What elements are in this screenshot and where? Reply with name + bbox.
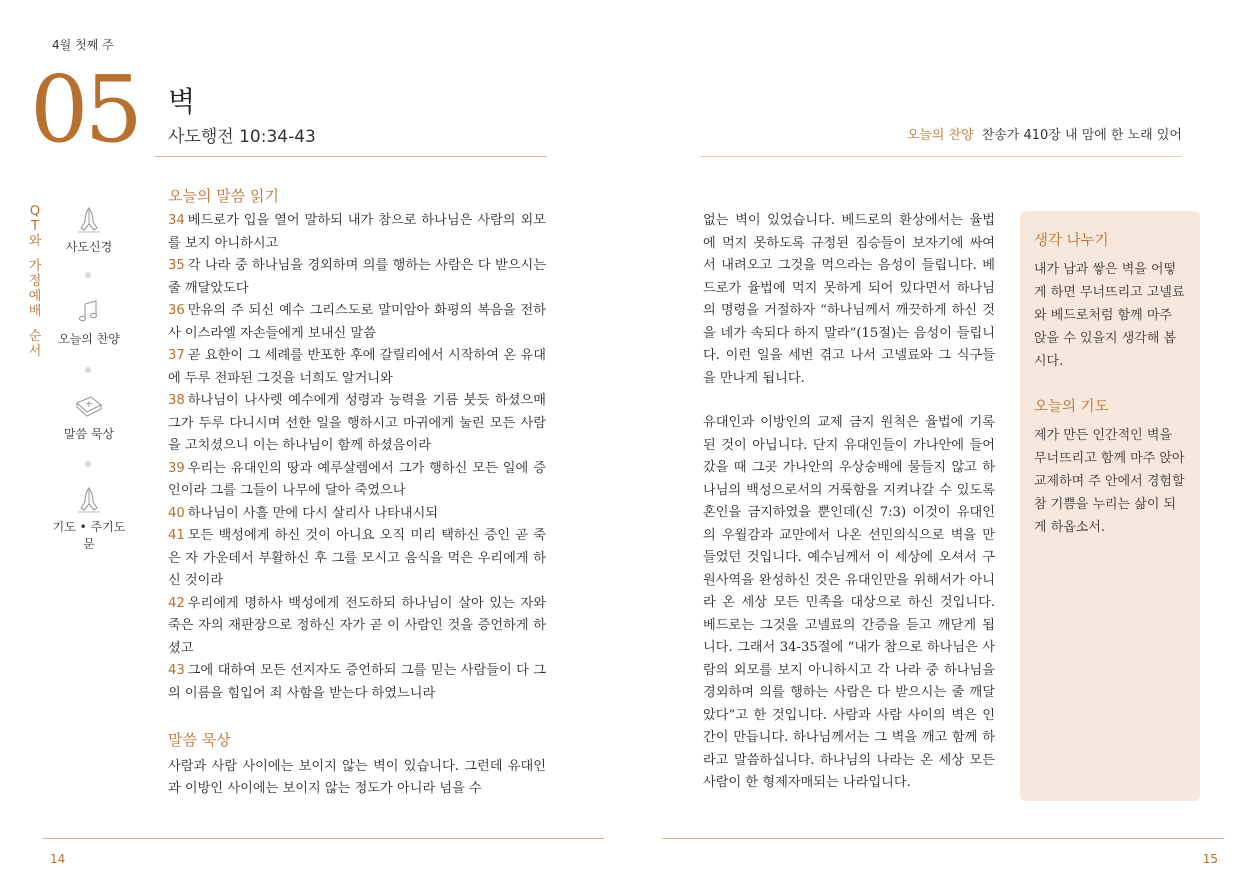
music-note-icon <box>74 298 104 326</box>
hymn-text: 찬송가 410장 내 맘에 한 노래 있어 <box>981 128 1182 143</box>
verse-40: 40 하나님이 사흘 만에 다시 살리사 나타내시되 <box>168 505 439 521</box>
vertical-order-label: Q T 와 가 정 예 배 순 서 <box>28 204 42 359</box>
sidebar-dot <box>85 461 91 467</box>
verse-42: 42 우리에게 명하사 백성에게 전도하되 하나님이 살아 있는 자와 죽은 자의 재판장으로 정하신 자가 곧 이 사람인 것을 증언하게 하셨고 <box>168 595 546 656</box>
verse-39: 39 우리는 유대인의 땅과 예루살렘에서 그가 행하신 모든 일에 증인이라 그를 그들이 나무에 달아 죽였으나 <box>168 460 546 498</box>
prayer-text: 제가 만든 인간적인 벽을 무너뜨리고 함께 마주 앉아 교제하며 주 안에서 경험할 참 기쁨을 누리는 삶이 되게 하옵소서. <box>1034 428 1185 535</box>
verse-35: 35 각 나라 중 하나님을 경외하며 의를 행하는 사람은 다 받으시는 줄 깨달았도다 <box>168 258 546 296</box>
meditation-paragraph-2: 유대인과 이방인의 교제 금지 원칙은 율법에 기록된 것이 아닙니다. 단지 유대인들이 가나안에 들어갔을 때 그곳 가나안의 우상숭배에 물들지 않고 하나님의 백성으로서의 거룩함을 지켜나갈 수 있도록 혼인을 금지하였을 뿐인데(신 7:3) 이것이 유대인의 우월감과 교만에서 나온 선민의식으로 벽을 만들었던 것입니다. 예수님께서 이 세상에 오셔서 구원사역을 완성하신 것은 유대인만을 위해서가 아니라 온 세상 모든 민족을 대상으로 하신 것입니다. 베드로는 그것을 고넬료의 간증을 듣고 깨닫게 됩니다. 그래서 34-35절에 “내가 참으로 하나님은 사람의 외모를 보지 아니하시고 각 나라 중 하나님을 경외하며 의를 행하는 사람은 다 받으시는 줄 깨달았다”고 한 것입니다. 사람과 사람 사이의 벽은 인간이 만듭니다. 하나님께서는 그 벽을 깨고 함께 하라고 말씀하십니다. 하나님의 나라는 온 세상 모든 사람이 한 형제자매되는 나라입니다. <box>703 415 995 790</box>
page-number-left: 14 <box>50 852 66 866</box>
meditation-body <box>703 210 995 795</box>
scripture-reference: 사도행전 10:34-43 <box>168 127 316 147</box>
header-rule-left <box>155 156 547 157</box>
sidebar-item-meditation: 말씀 묵상 <box>48 393 130 442</box>
page-title: 벽 <box>168 85 196 118</box>
sidebar-dot <box>85 272 91 278</box>
sidebar-item-apostles-creed: 사도신경 <box>48 206 130 255</box>
sidebar-item-prayer: 기도 • 주기도문 <box>48 486 130 552</box>
verse-36: 36 만유의 주 되신 예수 그리스도로 말미암아 화평의 복음을 전하사 이스라엘 자손들에게 보내신 말씀 <box>168 303 546 341</box>
prayer-heading: 오늘의 기도 <box>1034 399 1109 415</box>
verse-38: 38 하나님이 나사렛 예수에게 성령과 능력을 기름 붓듯 하셨으매 그가 두루 다니시며 선한 일을 행하시고 마귀에게 눌린 모든 사람을 고치셨으니 이는 하나님이 함께 하셨음이라 <box>168 393 546 453</box>
meditation-paragraph-1: 없는 벽이 있었습니다. 베드로의 환상에서는 율법에 먹지 못하도록 규정된 짐승들이 보자기에 싸여서 내려오고 그것을 먹으라는 음성이 들립니다. 베드로가 율법에 먹지 못하게 되어 있다면서 하나님의 명령을 거절하자 “하나님께서 깨끗하게 하신 것을 네가 속되다 하지 말라”(15절)는 음성이 들립니다. 이런 일을 세번 겪고 나서 고넬료와 그 식구들을 만나게 됩니다. <box>703 213 995 386</box>
sidebar-dot <box>85 367 91 373</box>
praying-hands-icon <box>74 206 104 234</box>
share-heading: 생각 나누기 <box>1034 233 1109 249</box>
footer-rule-left <box>42 838 604 839</box>
meditation-heading: 말씀 묵상 <box>168 731 231 749</box>
reading-heading: 오늘의 말씀 읽기 <box>168 187 279 205</box>
praying-hands-icon <box>74 486 104 514</box>
verse-43: 43 그에 대하여 모든 선지자도 증언하되 그를 믿는 사람들이 다 그의 이름을 힘입어 죄 사함을 받는다 하였느니라 <box>168 663 546 701</box>
todays-hymn <box>907 124 1182 143</box>
share-text: 내가 남과 쌓은 벽을 어떻게 하면 무너뜨리고 고넬료와 베드로처럼 함께 마주 앉을 수 있을지 생각해 봅시다. <box>1034 262 1185 369</box>
verse-41: 41 모든 백성에게 하신 것이 아니요 오직 미리 택하신 증인 곧 죽은 자 가운데서 부활하신 후 그를 모시고 음식을 먹은 우리에게 하신 것이라 <box>168 528 546 588</box>
bible-icon <box>73 393 105 421</box>
week-label: 4월 첫째 주 <box>52 38 114 52</box>
hymn-label: 오늘의 찬양 <box>906 128 974 143</box>
meditation-intro: 사람과 사람 사이에는 보이지 않는 벽이 있습니다. 그런데 유대인과 이방인 사이에는 보이지 않는 정도가 아니라 넘을 수 <box>168 758 546 796</box>
reflection-box <box>1020 211 1200 801</box>
verse-34: 34 베드로가 입을 열어 말하되 내가 참으로 하나님은 사람의 외모를 보지 아니하시고 <box>168 213 546 251</box>
scripture-reading <box>168 210 546 801</box>
footer-rule-right <box>662 838 1224 839</box>
day-number: 05 <box>30 56 140 163</box>
verse-37: 37 곧 요한이 그 세례를 반포한 후에 갈릴리에서 시작하여 온 유대에 두루 전파된 그것을 너희도 알거니와 <box>168 348 546 386</box>
header-rule-right <box>700 156 1182 157</box>
sidebar-item-todays-hymn: 오늘의 찬양 <box>48 298 130 347</box>
page-number-right: 15 <box>1202 852 1218 866</box>
